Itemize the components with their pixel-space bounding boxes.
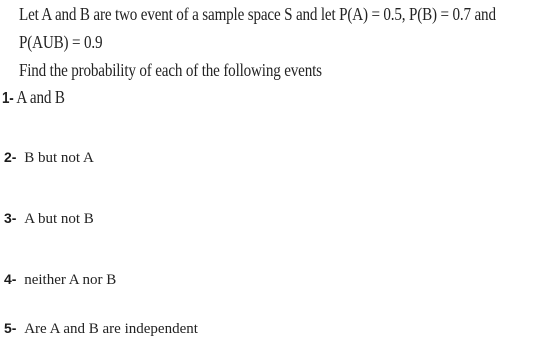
question-number: 4- <box>4 271 17 287</box>
question-2 <box>4 149 94 167</box>
question-text: B but not A <box>24 150 94 166</box>
question-number: 1- <box>2 90 14 107</box>
instruction-text: Find the probability of each of the following events <box>19 60 322 80</box>
question-text: A and B <box>16 87 65 107</box>
question-text: A but not B <box>24 211 94 227</box>
question-4 <box>4 271 116 289</box>
question-number: 3- <box>4 210 17 226</box>
question-5 <box>4 320 198 338</box>
intro-line-2: P(AUB) = 0.9 <box>19 32 103 52</box>
question-3 <box>4 210 94 228</box>
question-1 <box>2 87 65 108</box>
question-number: 5- <box>4 320 17 336</box>
question-text: neither A nor B <box>24 272 117 288</box>
intro-line-1: Let A and B are two event of a sample space S and let P(A) = 0.5, P(B) = 0.7 and <box>19 4 496 24</box>
question-number: 2- <box>4 149 17 165</box>
question-text: Are A and B are independent <box>24 321 198 337</box>
